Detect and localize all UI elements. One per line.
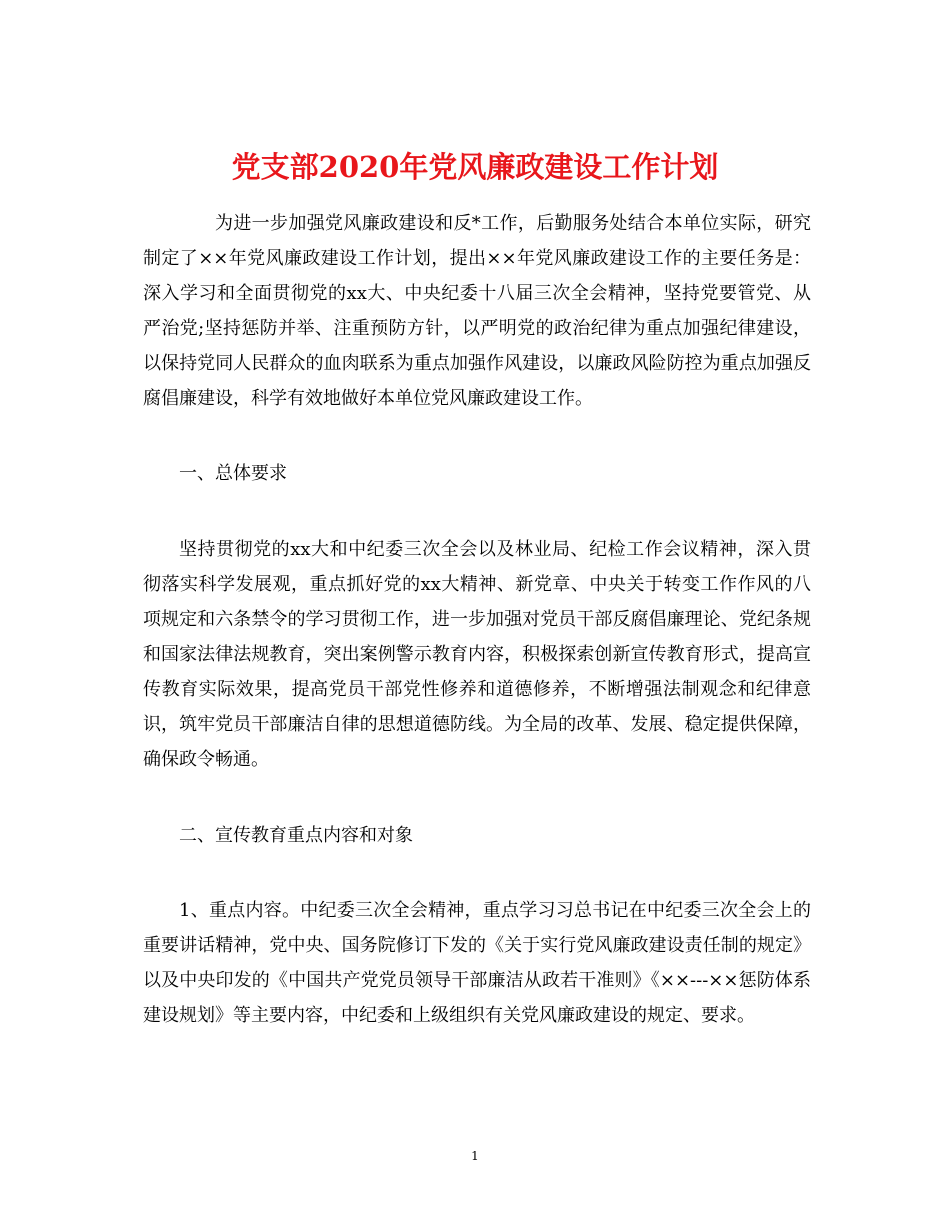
- general-requirements-paragraph: 坚持贯彻党的xx大和中纪委三次全会以及林业局、纪检工作会议精神，深入贯彻落实科学发展观，重点抓好党的xx大精神、新党章、中央关于转变工作作风的八项规定和六条禁令的学习贯彻工作，进一步加强对党员干部反腐倡廉理论、党纪条规和国家法律法规教育，突出案例警示教育内容，积极探索创新宣传教育形式，提高宣传教育实际效果，提高党员干部党性修养和道德修养，不断增强法制观念和纪律意识，筑牢党员干部廉洁自律的思想道德防线。为全局的改革、发展、稳定提供保障，确保政令畅通。: [143, 539, 811, 770]
- education-content-paragraph: 1、重点内容。中纪委三次全会精神，重点学习习总书记在中纪委三次全会上的重要讲话精神，党中央、国务院修订下发的《关于实行党风廉政建设责任制的规定》以及中央印发的《中国共产党党员领导干部廉洁从政若干准则》《××---××惩防体系建设规划》等主要内容，中纪委和上级组织有关党风廉政建设的规定、要求。: [143, 900, 811, 1026]
- intro-paragraph: 为进一步加强党风廉政建设和反*工作，后勤服务处结合本单位实际，研究制定了××年党风廉政建设工作计划，提出××年党风廉政建设工作的主要任务是：深入学习和全面贯彻党的xx大、中央纪委十八届三次全会精神，坚持党要管党、从严治党;坚持惩防并举、注重预防方针，以严明党的政治纪律为重点加强纪律建设，以保持党同人民群众的血肉联系为重点加强作风建设，以廉政风险防控为重点加强反腐倡廉建设，科学有效地做好本单位党风廉政建设工作。: [143, 213, 811, 409]
- page-number: 1: [471, 1149, 479, 1163]
- document-title: 党支部2020年党风廉政建设工作计划: [231, 150, 719, 185]
- section-heading-education-content: 二、宣传教育重点内容和对象: [179, 825, 413, 846]
- section-heading-general-requirements: 一、总体要求: [179, 463, 287, 484]
